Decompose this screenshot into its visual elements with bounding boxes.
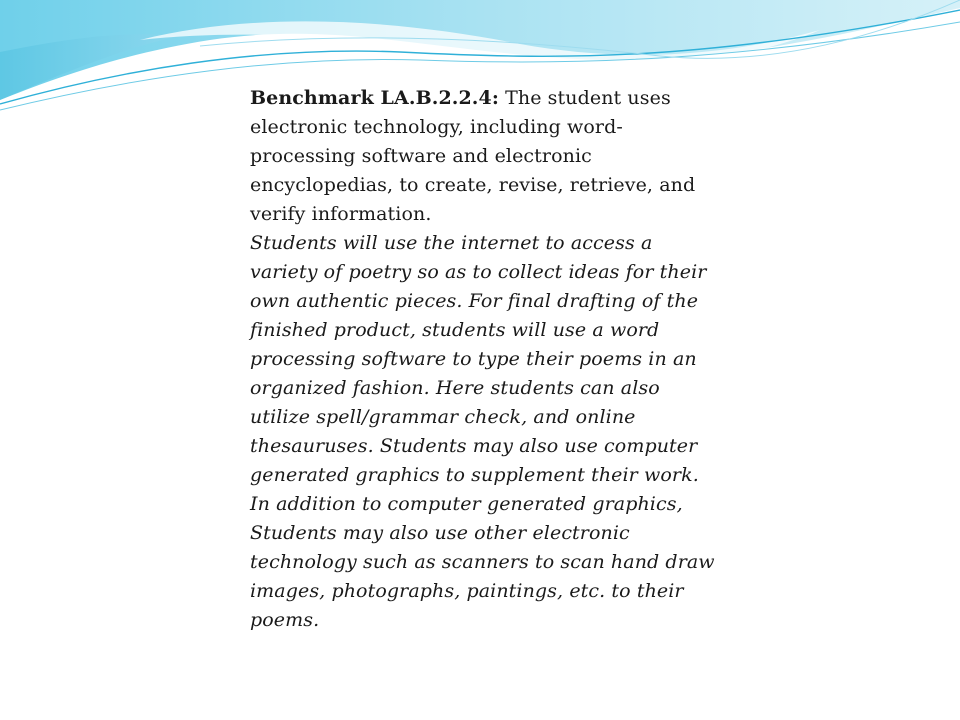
benchmark-label: Benchmark LA.B.2.2.4: <box>250 87 499 109</box>
slide-body <box>250 84 720 635</box>
description-paragraph: Students will use the internet to access a variety of poetry so as to collect ideas for their own authentic pieces. For final drafting of the finished product, students will use a word processing software to type their poems in an organized fashion. Here students can also utilize spell/grammar check, and online thesauruses. Students may also use computer generated graphics to supplement their work. In addition to computer generated graphics, Students may also use other electronic technology such as scanners to scan hand draw images, photographs, paintings, etc. to their poems. <box>250 232 715 631</box>
benchmark-paragraph <box>250 84 720 229</box>
benchmark-text: The student uses electronic technology, including word-processing software and electronic encyclopedias, to create, revise, retrieve, and verify information. <box>250 87 696 225</box>
